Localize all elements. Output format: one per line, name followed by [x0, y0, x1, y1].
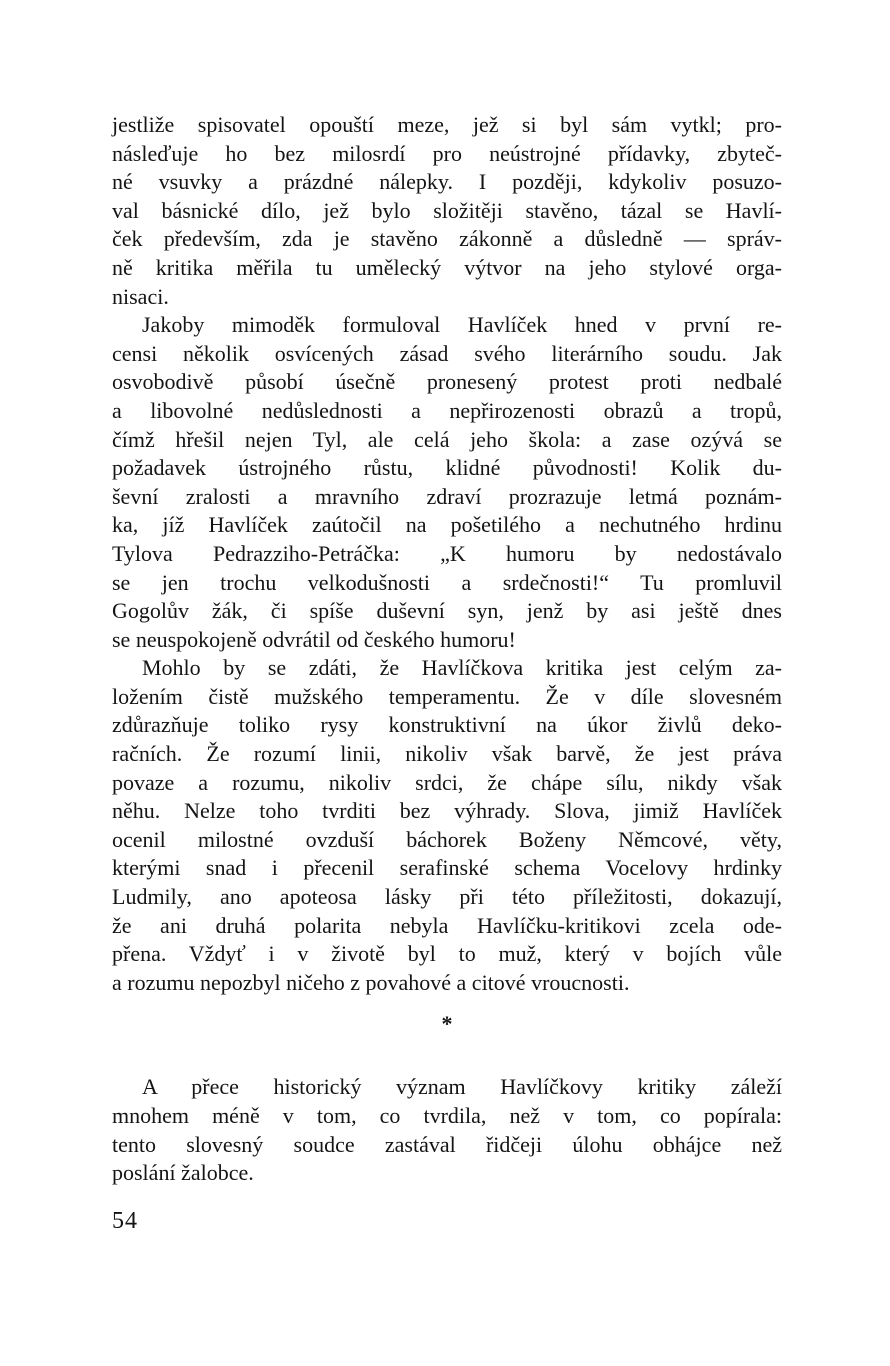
- closing-paragraph: [112, 1073, 782, 1187]
- text-line: a rozumu nepozbyl ničeho z povahové a citové vroucnosti.: [112, 969, 630, 995]
- text-line: tento slovesný soudce zastával řidčeji úlohu obhájce než: [112, 1131, 782, 1157]
- paragraph-3: [112, 654, 782, 997]
- text-line: osvobodivě působí úsečně pronesený protest proti nedbalé: [112, 369, 782, 395]
- paragraph-1: [112, 111, 782, 311]
- page-number: 54: [112, 1208, 138, 1234]
- text-line: né vsuvky a prázdné nálepky. I později, kdykoliv posuzo-: [112, 169, 782, 195]
- text-line: ložením čistě mužského temperamentu. Že v díle slovesném: [112, 683, 782, 709]
- page-body: [112, 111, 782, 1188]
- text-line: Jakoby mimoděk formuloval Havlíček hned v první re-: [142, 312, 782, 338]
- text-line: a libovolné nedůslednosti a nepřirozenosti obrazů a tropů,: [112, 397, 782, 423]
- text-line: ně kritika měřila tu umělecký výtvor na jeho stylové orga-: [112, 254, 782, 280]
- text-line: mnohem méně v tom, co tvrdila, než v tom, co popírala:: [112, 1103, 782, 1128]
- text-line: Ludmily, ano apoteosa lásky při této příležitosti, dokazují,: [112, 884, 782, 910]
- text-line: A přece historický význam Havlíčkovy kritiky záleží: [142, 1074, 782, 1100]
- text-line: ček především, zda je stavěno zákonně a důsledně — správ-: [112, 226, 782, 252]
- text-line: Tylova Pedrazziho-Petráčka: „K humoru by nedostávalo: [112, 540, 782, 566]
- section-separator: *: [441, 1011, 453, 1037]
- text-line: něhu. Nelze toho tvrditi bez výhrady. Slova, jimiž Havlíček: [112, 798, 782, 824]
- text-line: Mohlo by se zdáti, že Havlíčkova kritika jest celým za-: [142, 655, 782, 681]
- text-line: ka, jíž Havlíček zaútočil na pošetilého a nechutného hrdinu: [112, 512, 782, 538]
- text-line: poslání žalobce.: [112, 1160, 254, 1186]
- text-line: požadavek ústrojného růstu, klidné původnosti! Kolik du-: [112, 455, 782, 481]
- text-line: censi několik osvícených zásad svého literárního soudu. Jak: [112, 340, 782, 366]
- text-line: násleďuje ho bez milosrdí pro neústrojné přídavky, zbyteč-: [112, 140, 782, 166]
- paragraph-2: [112, 311, 782, 654]
- text-line: val básnické dílo, jež bylo složitěji stavěno, tázal se Havlí-: [112, 197, 782, 223]
- text-line: nisaci.: [112, 283, 169, 309]
- text-line: jestliže spisovatel opouští meze, jež si byl sám vytkl; pro-: [112, 112, 782, 137]
- text-line: se jen trochu velkodušnosti a srdečnosti!“ Tu promluvil: [112, 569, 782, 595]
- text-line: čímž hřešil nejen Tyl, ale celá jeho škola: a zase ozývá se: [112, 426, 782, 452]
- text-line: povaze a rozumu, nikoliv srdci, že chápe sílu, nikdy však: [112, 769, 782, 795]
- text-line: račních. Že rozumí linii, nikoliv však barvě, že jest práva: [112, 741, 782, 767]
- text-line: zdůrazňuje toliko rysy konstruktivní na úkor živlů deko-: [112, 712, 782, 738]
- text-line: se neuspokojeně odvrátil od českého humoru!: [112, 626, 516, 652]
- text-line: Gogolův žák, či spíše duševní syn, jenž by asi ještě dnes: [112, 598, 782, 624]
- text-line: že ani druhá polarita nebyla Havlíčku-kritikovi zcela ode-: [112, 912, 782, 938]
- text-line: ocenil milostné ovzduší báchorek Boženy Němcové, věty,: [112, 826, 782, 852]
- text-line: ševní zralosti a mravního zdraví prozrazuje letmá poznám-: [112, 483, 782, 509]
- text-line: kterými snad i přecenil serafinské schema Vocelovy hrdinky: [112, 855, 782, 881]
- text-line: přena. Vždyť i v životě byl to muž, který v bojích vůle: [112, 941, 782, 967]
